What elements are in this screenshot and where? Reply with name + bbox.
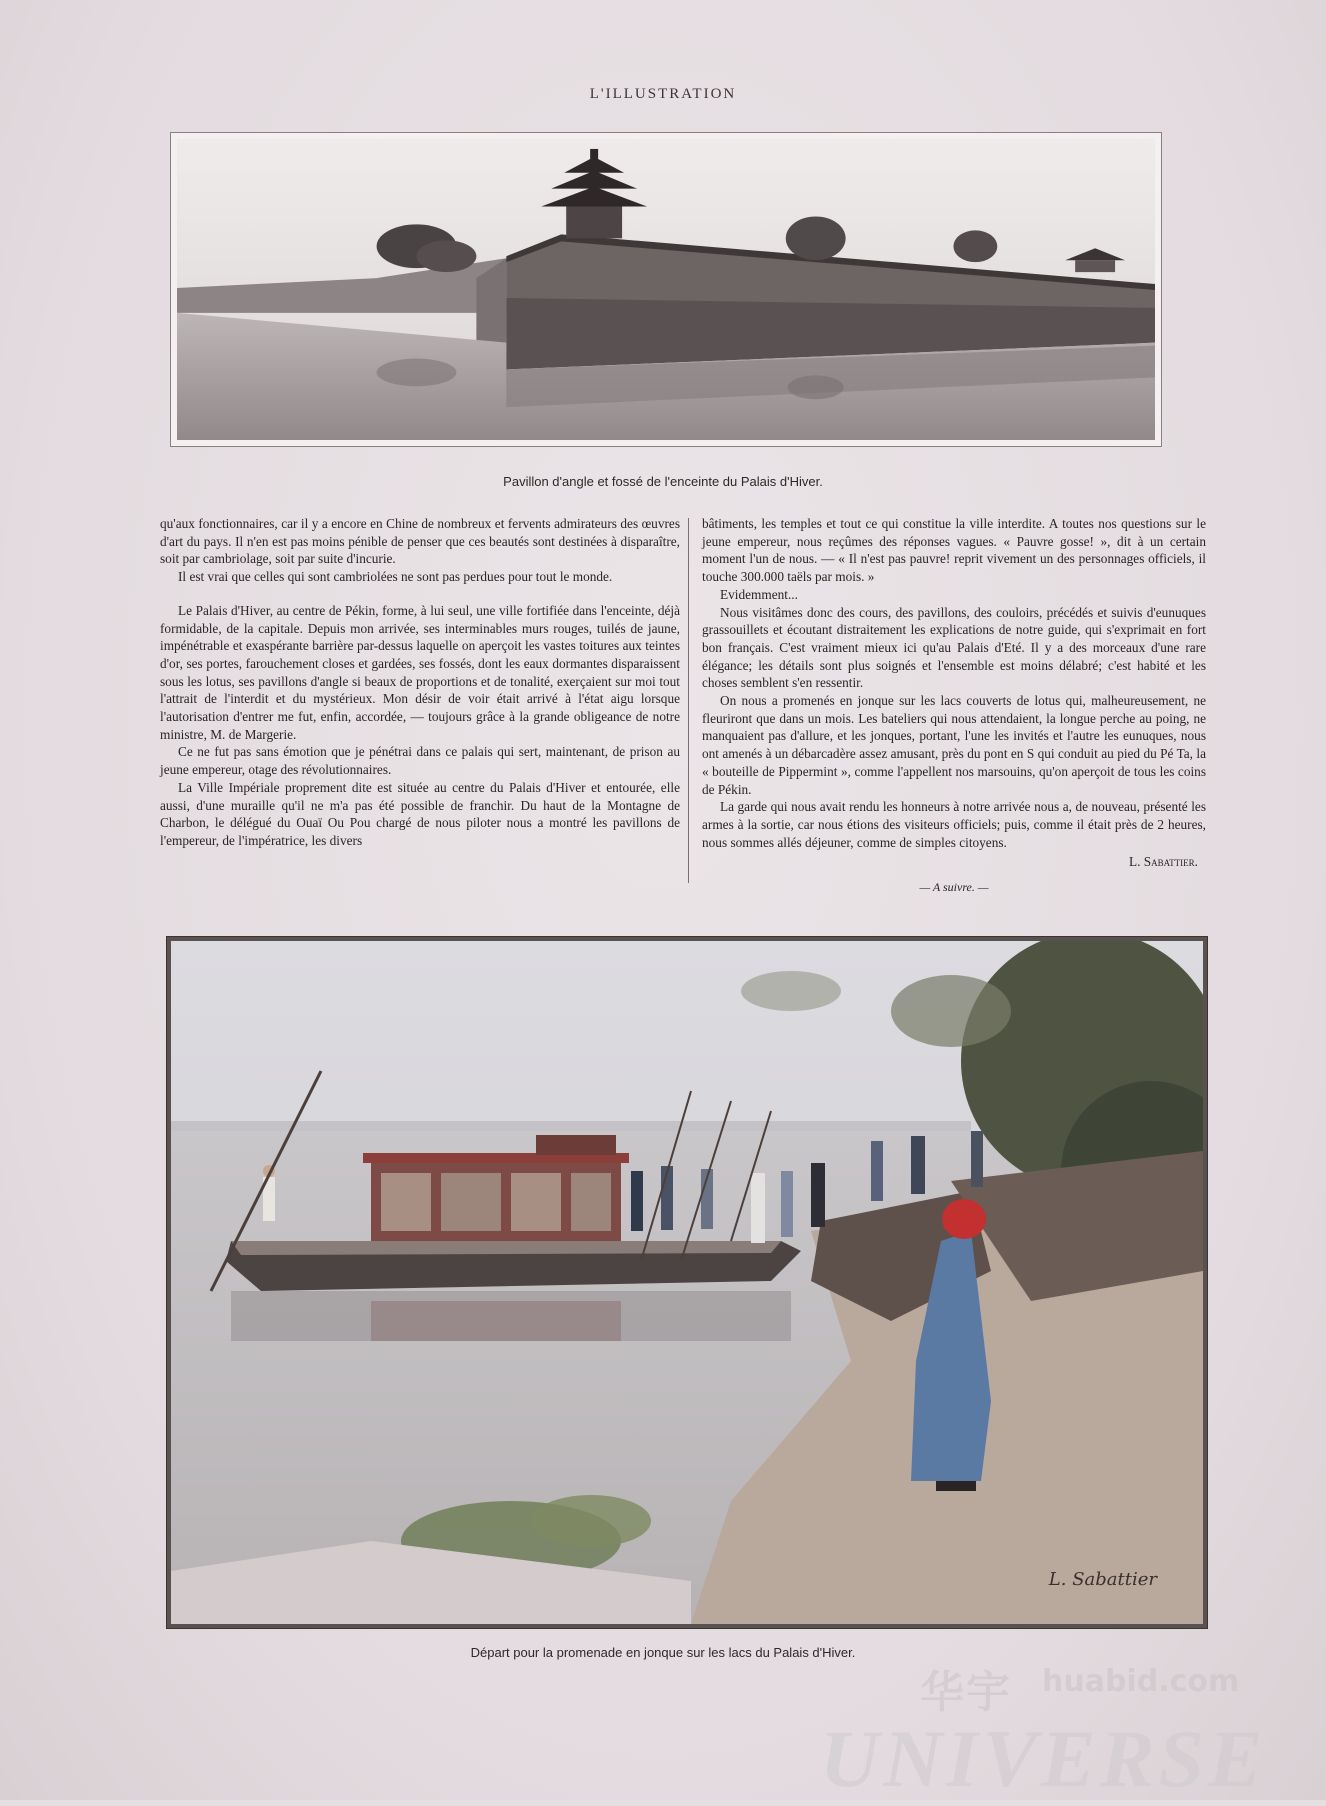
- artist-signature: L. Sabattier: [1048, 1569, 1157, 1590]
- paragraph: Le Palais d'Hiver, au centre de Pékin, forme, à lui seul, une ville fortifiée dans l'enceinte, déjà formidable, de la capitale. Depuis mon arrivée, ses interminables murs rouges, tuilés de jaune, impénétrable et exaspérante barrière par-dessus laquelle on aperçoit les vastes toitures aux teintes d'or, ses portes, farouchement closes et gardées, ses fossés, dont les eaux dormantes disparaissent sous les lotus, ses pavillons d'angle si beaux de proportions et de tonalité, exerçaient sur moi tout l'attrait de l'interdit et du mystérieux. Mon désir de voir était arrivé à l'état aigu lorsque l'autorisation d'entrer me fut, enfin, accordée, — toujours grâce à la grande obligeance de notre ministre, M. de Margerie.: [160, 602, 680, 742]
- paragraph: On nous a promenés en jonque sur les lacs couverts de lotus qui, malheureusement, ne fleuriront que dans un mois. Les bateliers qui nous attendaient, la longue perche au poing, ne manquaient pas d'allure, et les jonques, portant, l'une les invités et l'autre les eunuques, nous ont amenés à un débarcadère assez amusant, près du pont en S qui conduit au pied du Pé Ta, la « bouteille de Pippermint », comme l'appellent nos marsouins, qu'on aperçoit de tous les coins de Pékin.: [702, 693, 1206, 797]
- paragraph: La Ville Impériale proprement dite est située au centre du Palais d'Hiver et entourée, elle aussi, d'une muraille qu'il ne m'a pas été possible de franchir. Du haut de la Montagne de Charbon, le délégué du Ouaï Ou Pou chargé de nous piloter nous a montré les pavillons de l'empereur, de l'impératrice, les divers: [160, 779, 680, 848]
- watermark-chinese: 华宇: [920, 1667, 1012, 1718]
- paragraph: Nous visitâmes donc des cours, des pavillons, des couloirs, précédés et suivis d'eunuques grassouillets et écoutant distraitement les explications de notre guide, qui s'exprimait en fort bon français. C'est vraiment mieux ici qu'au Palais d'Eté. Il y a des morceaux d'une rare élégance; les détails sont plus soignés et l'ensemble est moins délabré; c'est habité et les choses semblent s'en ressentir.: [702, 604, 1206, 691]
- article-column-left: [160, 515, 680, 850]
- photo-caption-top: Pavillon d'angle et fossé de l'enceinte du Palais d'Hiver.: [503, 474, 823, 489]
- paragraph: Ce ne fut pas sans émotion que je pénétrai dans ce palais qui sert, maintenant, de prison au jeune empereur, otage des révolutionnaires.: [160, 744, 680, 778]
- watermark: [820, 1650, 1300, 1804]
- masthead: L'ILLUSTRATION: [589, 86, 737, 102]
- watermark-brand: UNIVERSE: [820, 1713, 1267, 1804]
- paragraph: Evidemment...: [720, 586, 798, 602]
- paragraph: bâtiments, les temples et tout ce qui constitue la ville interdite. A toutes nos questions sur le jeune empereur, nous reçûmes des réponses vagues. « Pauvre gosse! », dit à un certain moment l'un de nous. — « Il n'est pas pauvre! reprit vivement un des personnages officiels, il touche 300.000 taëls par mois. »: [702, 516, 1206, 585]
- paragraph: qu'aux fonctionnaires, car il y a encore en Chine de nombreux et fervents admirateurs des œuvres d'art du pays. Il n'en est pas moins pénible de penser que ces beautés sont destinées à disparaître, soit par cambriolage, soit par suite d'incurie.: [160, 516, 680, 567]
- illustration-junk-departure: [166, 936, 1208, 1629]
- author-signature: L. Sabattier.: [1129, 854, 1198, 870]
- paragraph: Il est vrai que celles qui sont cambriolées ne sont pas perdues pour tout le monde.: [178, 569, 613, 585]
- column-divider: [688, 518, 689, 883]
- paragraph: La garde qui nous avait rendu les honneurs à notre arrivée nous a, de nouveau, présenté les armes à la sortie, car nous étions des visiteurs officiels; puis, comme il était près de 2 heures, nous sommes allés déjeuner, comme de simples citoyens.: [702, 799, 1206, 850]
- photo-corner-pavilion-image: [177, 139, 1155, 440]
- to-be-continued: — A suivre. —: [919, 880, 989, 895]
- photo-corner-pavilion: [170, 132, 1162, 447]
- watermark-url: huabid.com: [1042, 1664, 1240, 1699]
- illustration-caption-bottom: Départ pour la promenade en jonque sur les lacs du Palais d'Hiver.: [470, 1645, 856, 1660]
- illustration-junk-departure-image: [171, 941, 1203, 1624]
- article-column-right: [702, 515, 1206, 897]
